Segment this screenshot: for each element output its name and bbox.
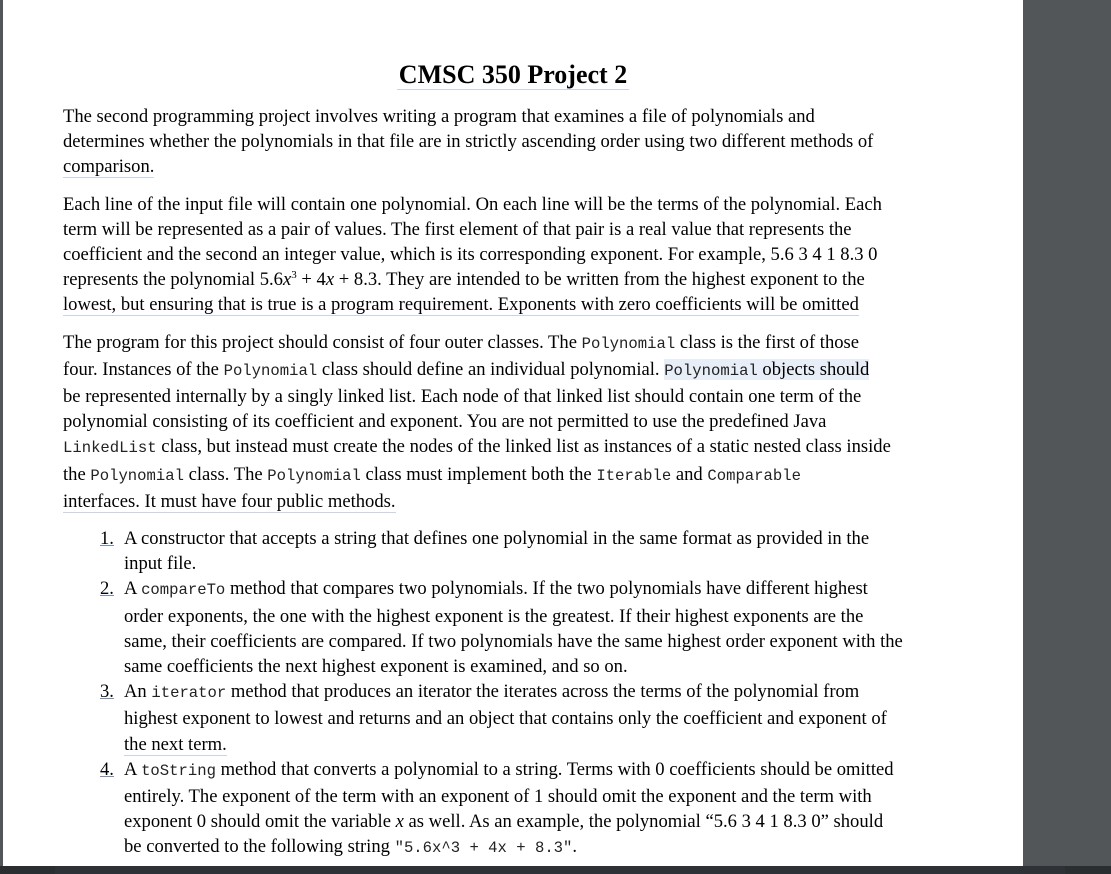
text-line: same, their coefficients are compared. If two polynomials have the same highest order exponent with the xyxy=(124,630,903,652)
code-polynomial: Polynomial xyxy=(581,334,676,353)
code-tostring: toString xyxy=(141,761,216,780)
document-page xyxy=(3,0,1023,866)
code-polynomial: Polynomial xyxy=(90,466,184,485)
text-line: order exponents, the one with the highest exponent is the greatest. If their highest exponents are the xyxy=(124,605,864,627)
text-fragment: be converted to the following string xyxy=(124,836,395,858)
text-line: lowest, but ensuring that is true is a program requirement. Exponents with zero coefficients will be omitted xyxy=(63,294,859,316)
text-line: be represented internally by a singly linked list. Each node of that linked list should contain one term of the xyxy=(63,386,862,408)
text-line: term will be represented as a pair of values. The first element of that pair is a real value that represents the xyxy=(63,218,852,240)
text-fragment: The program for this project should consist of four outer classes. The xyxy=(63,331,582,353)
text-fragment: An xyxy=(124,681,152,703)
list-number: 1. xyxy=(100,528,114,550)
text-line: the next term. xyxy=(124,733,227,755)
text-fragment: + 4 xyxy=(296,269,326,291)
text-fragment: four. Instances of the xyxy=(63,358,224,380)
code-iterable: Iterable xyxy=(596,466,672,485)
text-line: coefficient and the second an integer value, which is its corresponding exponent. For example, 5.6 3 4 1 8.3 0 xyxy=(63,244,878,266)
code-example-string: "5.6x^3 + 4x + 8.3" xyxy=(394,839,573,858)
text-fragment: objects should xyxy=(757,358,870,380)
text-fragment: as well. As an example, the polynomial “5.6 3 4 1 8.3 0” should xyxy=(403,811,884,833)
text-line: entirely. The exponent of the term with an exponent of 1 should omit the exponent and the term with xyxy=(124,786,872,808)
document-body xyxy=(63,104,963,862)
page-title xyxy=(3,58,1023,92)
text-line: comparison. xyxy=(63,156,155,178)
code-comparable: Comparable xyxy=(707,466,801,485)
input-format-paragraph xyxy=(63,192,963,318)
text-line: polynomial consisting of its coefficient and exponent. You are not permitted to use the predefined Java xyxy=(63,411,827,433)
text-fragment: method that converts a polynomial to a string. Terms with 0 coefficients should be omitted xyxy=(215,758,894,780)
text-fragment: class should define an individual polynomial. xyxy=(317,358,665,380)
text-fragment: class is the first of those xyxy=(675,331,860,353)
text-fragment: exponent 0 should omit the variable xyxy=(124,811,396,833)
variable-x: x xyxy=(325,269,335,291)
text-fragment: A xyxy=(124,578,142,600)
exponent: 3 xyxy=(291,269,297,282)
classes-paragraph xyxy=(63,330,963,514)
scrollbar-thumb[interactable] xyxy=(55,866,1065,874)
text-line: A constructor that accepts a string that defines one polynomial in the same format as provided in the xyxy=(124,528,870,550)
text-line: input file. xyxy=(124,553,197,575)
list-item xyxy=(100,526,963,576)
code-polynomial: Polynomial xyxy=(223,361,318,380)
list-item xyxy=(100,757,963,862)
text-fragment: class must implement both the xyxy=(360,463,597,485)
text-line: highest exponent to lowest and returns and an object that contains only the coefficient and exponent of xyxy=(124,708,887,730)
code-iterator: iterator xyxy=(151,684,227,703)
text-line: interfaces. It must have four public methods. xyxy=(63,490,396,512)
horizontal-scrollbar[interactable] xyxy=(0,866,1111,874)
text-fragment: class. The xyxy=(183,463,268,485)
text-line: Each line of the input file will contain one polynomial. On each line will be the terms of the polynomial. Each xyxy=(63,193,882,215)
highlight-span xyxy=(664,359,869,380)
text-fragment: class, but instead must create the nodes of the linked list as instances of a static nested class inside xyxy=(156,436,891,458)
text-fragment: method that compares two polynomials. If the two polynomials have different highest xyxy=(225,578,868,600)
title-text: CMSC 350 Project 2 xyxy=(398,60,628,89)
list-item xyxy=(100,679,963,757)
text-fragment: A xyxy=(124,758,142,780)
variable-x: x xyxy=(282,269,292,291)
text-fragment: method that produces an iterator the iterates across the terms of the polynomial from xyxy=(226,681,860,703)
requirements-list xyxy=(63,526,963,862)
code-compareto: compareTo xyxy=(141,581,226,600)
text-fragment: + 8.3. They are intended to be written from the highest exponent to the xyxy=(334,269,865,291)
list-number: 3. xyxy=(100,681,114,703)
list-item xyxy=(100,576,963,679)
intro-paragraph xyxy=(63,104,963,180)
variable-x: x xyxy=(395,811,404,833)
text-line: The second programming project involves writing a program that examines a file of polynomials and xyxy=(63,106,815,127)
text-fragment: represents the polynomial 5.6 xyxy=(63,269,283,291)
text-line: determines whether the polynomials in that file are in strictly ascending order using two different methods of xyxy=(63,131,874,153)
list-number: 2. xyxy=(100,578,114,600)
code-polynomial: Polynomial xyxy=(267,466,361,485)
text-fragment: and xyxy=(671,463,708,485)
text-fragment: . xyxy=(572,836,578,858)
text-fragment: the xyxy=(63,463,91,485)
code-linkedlist: LinkedList xyxy=(63,439,157,458)
list-number: 4. xyxy=(100,758,114,780)
code-polynomial: Polynomial xyxy=(664,361,758,380)
text-line: same coefficients the next highest exponent is examined, and so on. xyxy=(124,656,628,678)
